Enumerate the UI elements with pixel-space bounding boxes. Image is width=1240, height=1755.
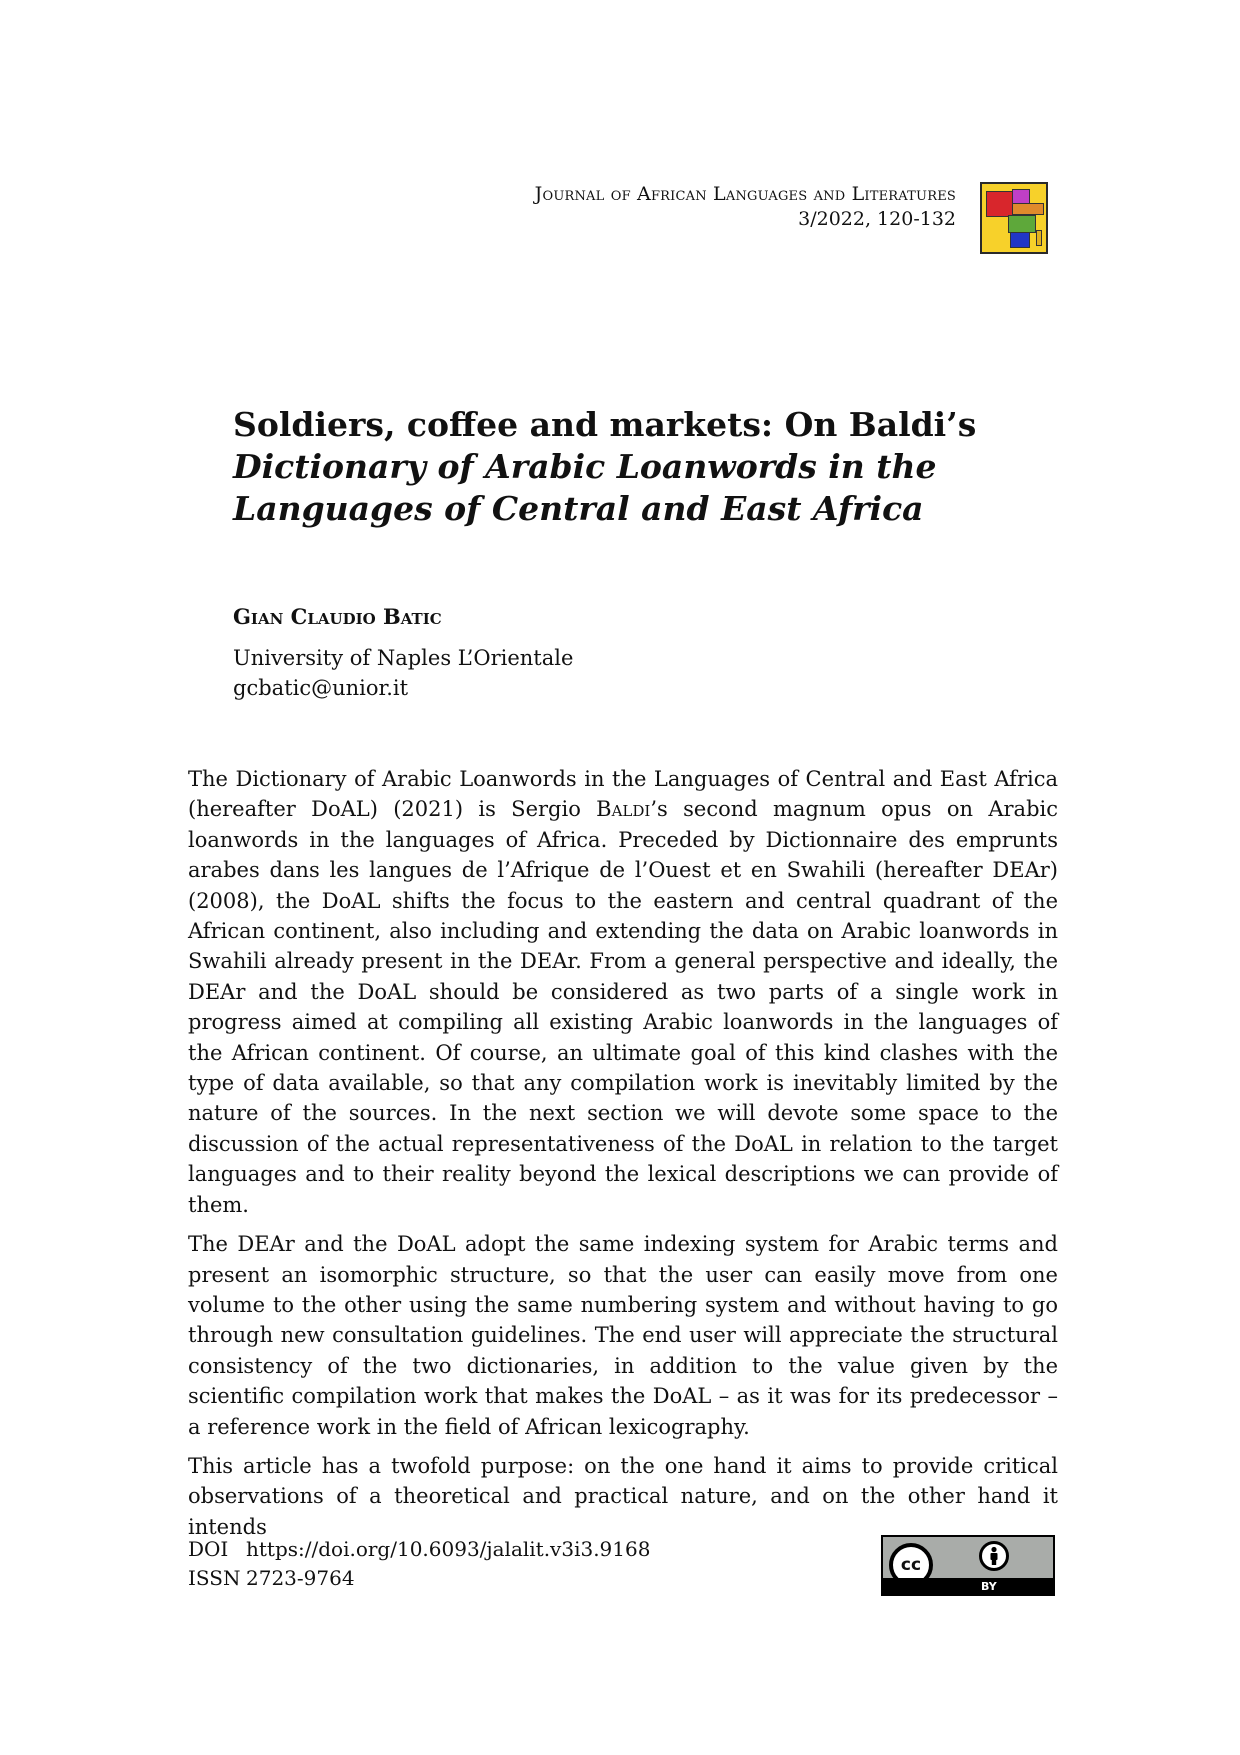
issn-label: ISSN bbox=[188, 1566, 241, 1590]
doi-line bbox=[188, 1535, 650, 1564]
cc-by-license-badge[interactable] bbox=[881, 1535, 1055, 1596]
journal-name: Journal of African Languages and Literatures bbox=[534, 183, 956, 205]
journal-logo bbox=[980, 182, 1048, 254]
doi-link[interactable]: https://doi.org/10.6093/jalalit.v3i3.9168 bbox=[246, 1537, 651, 1561]
author-name: Gian Claudio Batic bbox=[233, 604, 442, 629]
author-email: gcbatic@unior.it bbox=[233, 676, 409, 700]
license-bar bbox=[883, 1578, 1053, 1594]
affiliation: University of Naples L’Orientale bbox=[233, 646, 574, 670]
paragraph-3: This article has a twofold purpose: on the one hand it aims to provide critical observations of a theoretical and practical nature, and on the other hand it intends bbox=[188, 1453, 1058, 1539]
doi-label: DOI bbox=[188, 1537, 229, 1561]
logo-orange-block bbox=[1012, 203, 1044, 215]
author-surname-smallcaps: Baldi bbox=[596, 797, 651, 822]
title-italic-line2: Languages of Central and East Africa bbox=[233, 489, 924, 528]
logo-green-block bbox=[1008, 215, 1036, 233]
body-text bbox=[188, 764, 1058, 1551]
issn-line bbox=[188, 1564, 650, 1593]
title-italic-line1: Dictionary of Arabic Loanwords in the bbox=[233, 447, 937, 486]
article-title bbox=[233, 404, 1033, 530]
paragraph-1: The Dictionary of Arabic Loanwords in the Languages of Central and East Africa (hereafter DoAL) (2021) is Sergio Baldi’s second magnum opus on Arabic loanwords in the languages of Africa. Preceded by Dictionnaire des emprunts arabes dans les langues de l’Afrique de l’Ouest et en Swahili (hereafter DEAr) (2008), the DoAL shifts the focus to the eastern and central quadrant of the African continent, also including and extending the data on Arabic loanwords in Swahili already present in the DEAr. From a general perspective and ideally, the DEAr and the DoAL should be considered as two parts of a single work in progress aimed at compiling all existing Arabic loanwords in the languages of the African continent. Of course, an ultimate goal of this kind clashes with the type of data available, so that any compilation work is inevitably limited by the nature of the sources. In the next section we will devote some space to the discussion of the actual representativeness of the DoAL in relation to the target languages and to their reality beyond the lexical descriptions we can provide of them. bbox=[188, 767, 1058, 1217]
footer-identifiers bbox=[188, 1535, 650, 1593]
attribution-person-icon bbox=[979, 1541, 1009, 1571]
issue-pages: 3/2022, 120-132 bbox=[798, 208, 956, 230]
journal-header bbox=[535, 182, 956, 232]
author-affiliation-block bbox=[233, 643, 573, 703]
issn-value: 2723-9764 bbox=[246, 1566, 355, 1590]
license-by-label: BY bbox=[981, 1580, 997, 1593]
title-plain: Soldiers, coffee and markets: On Baldi’s bbox=[233, 405, 977, 444]
logo-blue-block bbox=[1010, 232, 1030, 248]
creative-commons-icon: cc bbox=[889, 1543, 933, 1587]
paragraph-2: The DEAr and the DoAL adopt the same indexing system for Arabic terms and present an isomorphic structure, so that the user can easily move from one volume to the other using the same numbering system and without having to go through new consultation guidelines. The end user will appreciate the structural consistency of the two dictionaries, in addition to the value given by the scientific compilation work that makes the DoAL – as it was for its predecessor – a reference work in the field of African lexicography. bbox=[188, 1232, 1058, 1439]
logo-red-block bbox=[986, 191, 1014, 217]
logo-bar bbox=[1036, 230, 1042, 246]
